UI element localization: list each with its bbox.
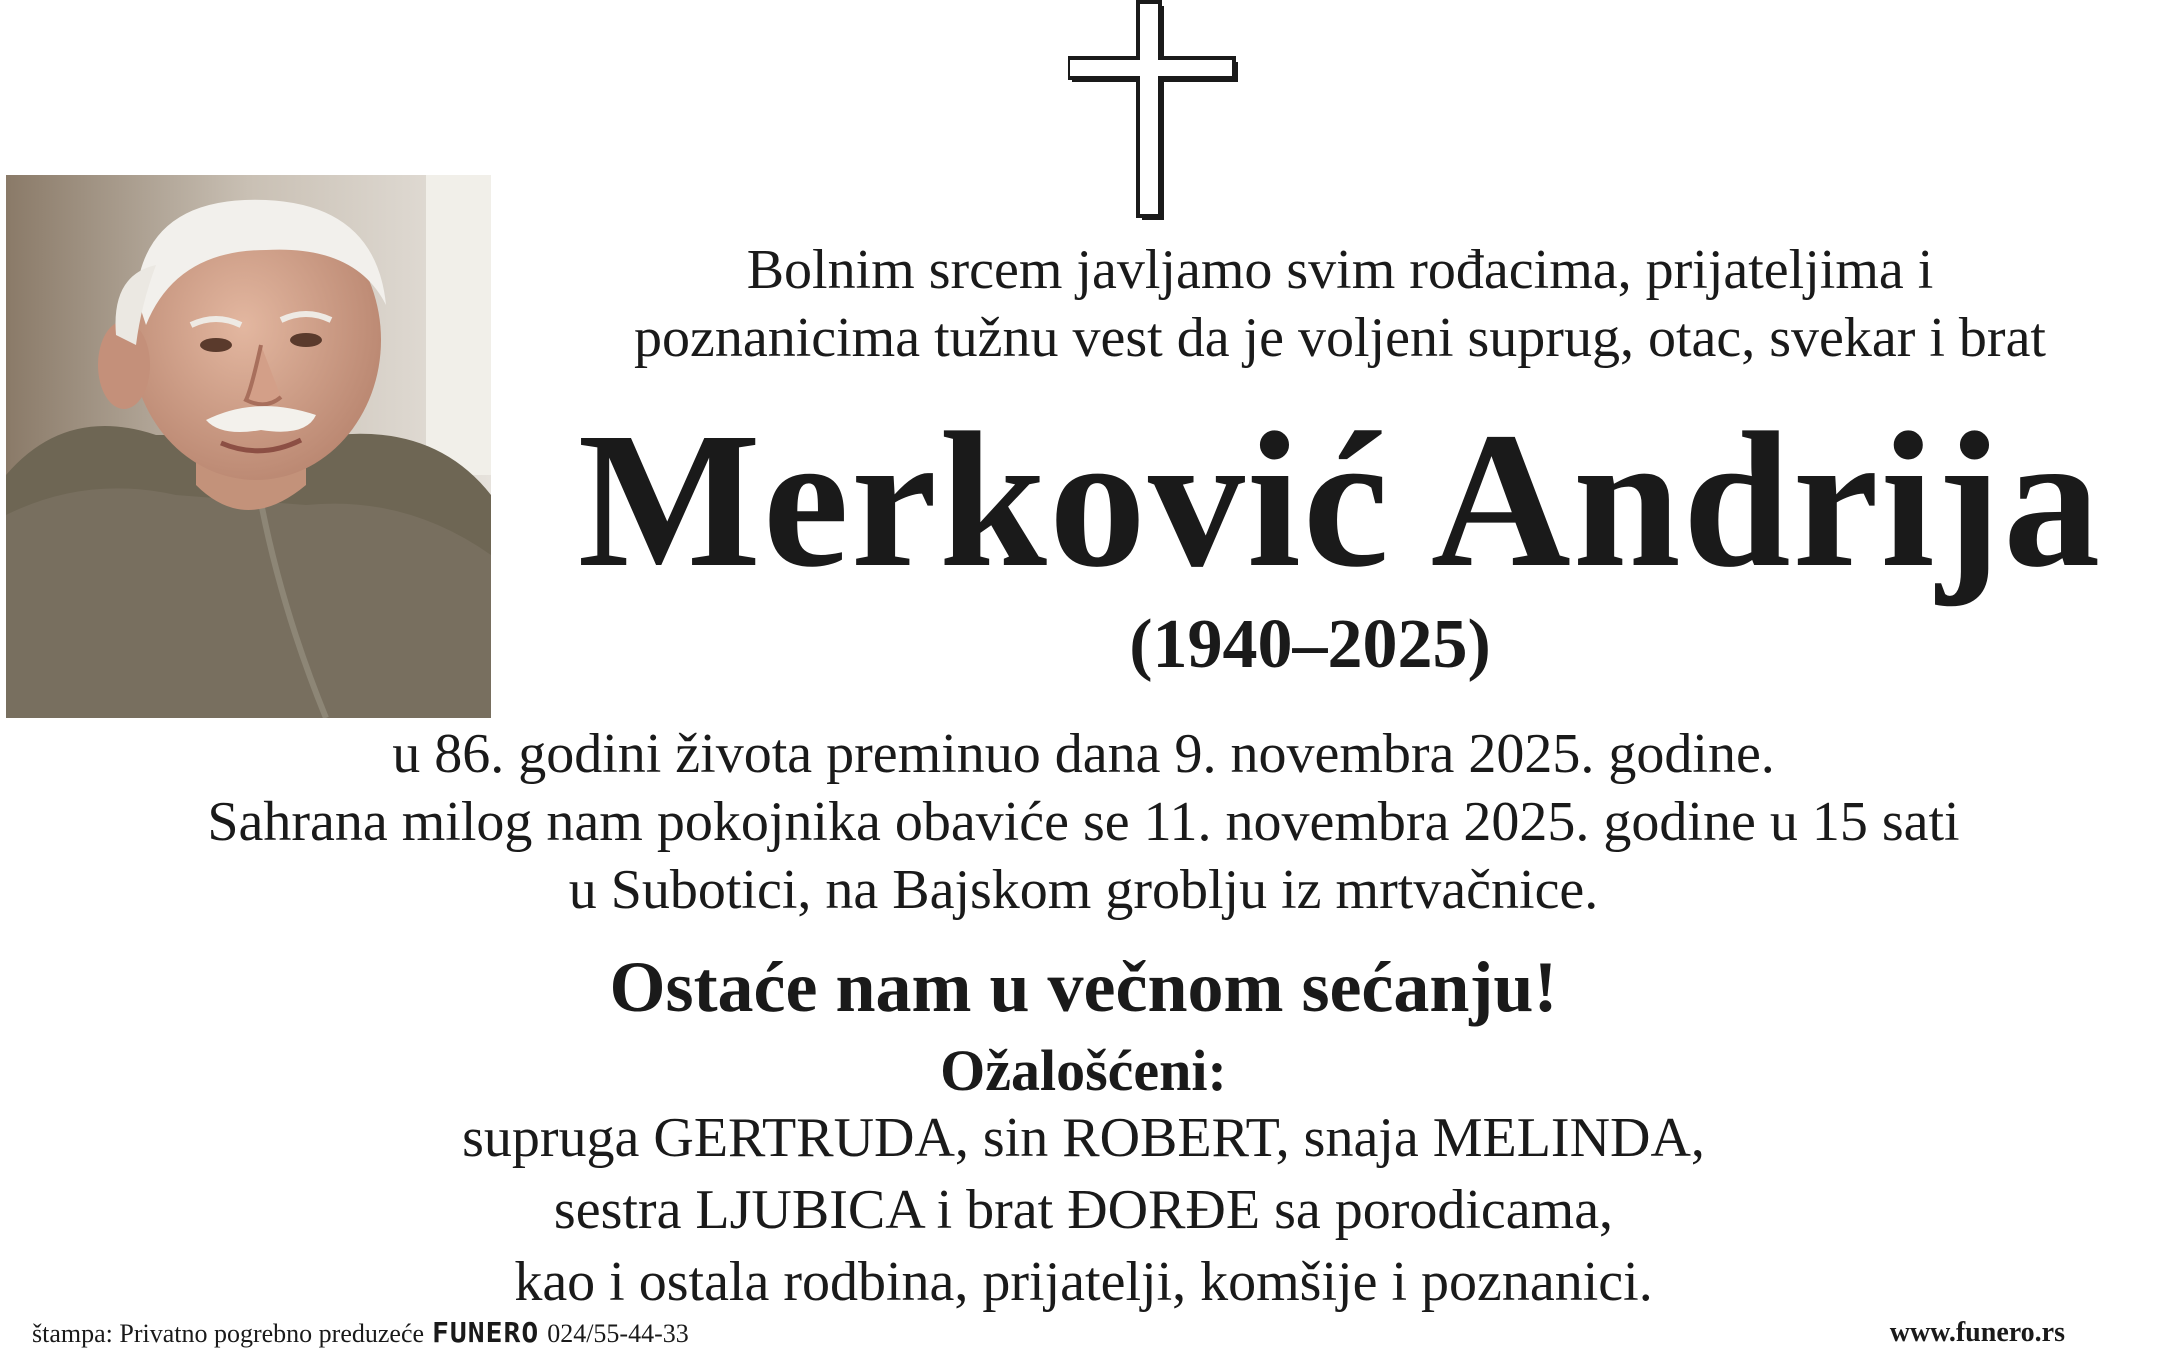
funero-logo: FUNERO (432, 1316, 540, 1349)
print-label: štampa: Privatno pogrebno preduzeće (32, 1319, 425, 1348)
mourners-title: Ožalošćeni: (940, 1038, 1227, 1103)
portrait-photo (6, 175, 491, 718)
intro-text (520, 236, 2160, 372)
print-credit (32, 1318, 689, 1349)
detail-line: u Subotici, na Bajskom groblju iz mrtvačnice. (568, 859, 1599, 921)
mourners-line: sestra LJUBICA i brat ĐORĐE sa porodicama, (553, 1179, 1614, 1241)
death-details (0, 720, 2167, 924)
website-link[interactable]: www.funero.rs (1889, 1317, 2065, 1348)
mourners-line: kao i ostala rodbina, prijatelji, komšije i poznanici. (514, 1251, 1653, 1313)
detail-line: u 86. godini života preminuo dana 9. novembra 2025. godine. (392, 723, 1775, 785)
intro-line: poznanicima tužnu vest da je voljeni suprug, otac, svekar i brat (633, 307, 2046, 369)
phone-number: 024/55-44-33 (547, 1319, 689, 1348)
deceased-name: Merković Andrija (577, 392, 2103, 607)
intro-line: Bolnim srcem javljamo svim rođacima, prijateljima i (746, 239, 1934, 301)
detail-line: Sahrana milog nam pokojnika obaviće se 11. novembra 2025. godine u 15 sati (207, 791, 1960, 853)
remembrance-text: Ostaće nam u večnom sećanju! (609, 947, 1558, 1027)
cross-icon (1068, 0, 1246, 222)
mourners-list (0, 1102, 2167, 1318)
mourners-line: supruga GERTRUDA, sin ROBERT, snaja MELINDA, (462, 1107, 1705, 1169)
life-years: (1940–2025) (1129, 606, 1491, 683)
